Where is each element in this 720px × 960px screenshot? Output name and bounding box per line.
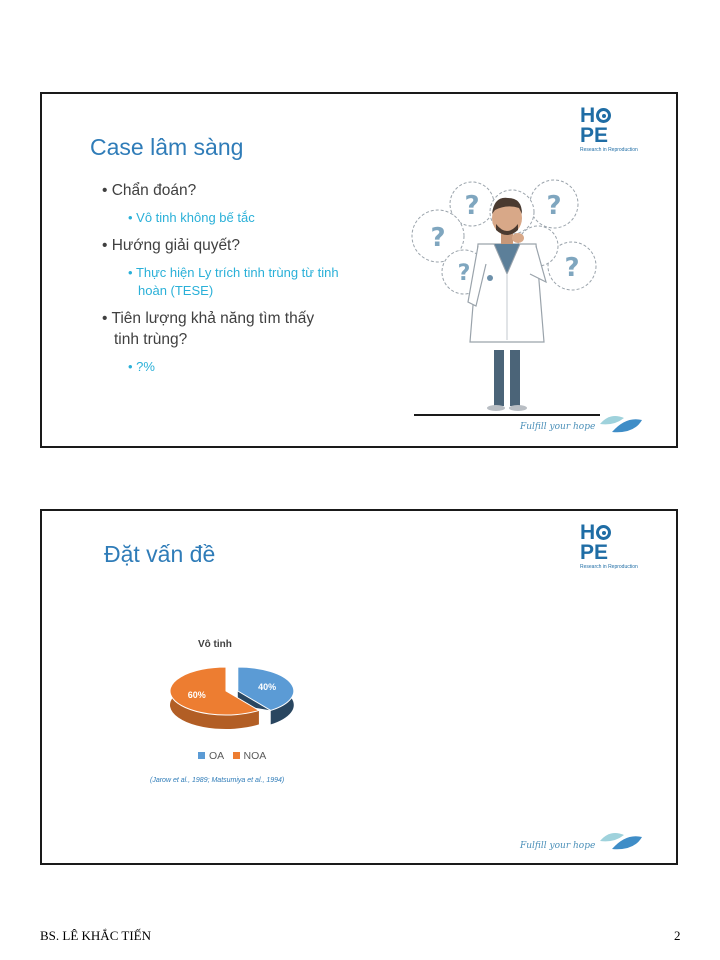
slide-title: Case lâm sàng	[90, 134, 244, 160]
tagline: Fulfill your hope	[520, 422, 596, 432]
citation: (Jarow et al., 1989; Matsumiya et al., 1994)	[150, 777, 285, 784]
slide-title: Đặt vấn đề	[104, 541, 216, 567]
legend-item-oa: OA	[198, 750, 224, 762]
question-mark-icon: ?	[546, 191, 562, 221]
bullet-item: • Hướng giải quyết?	[102, 237, 240, 254]
hope-logo: HPE Research in Reproduction	[580, 104, 638, 153]
slide-case-lam-sang	[40, 92, 678, 448]
footer-divider	[414, 414, 600, 416]
leaf-logo-icon	[598, 412, 644, 436]
slide-dat-van-de	[40, 509, 678, 865]
tagline: Fulfill your hope	[520, 841, 596, 851]
question-mark-icon: ?	[564, 253, 580, 283]
sub-bullet-item: • ?%	[128, 359, 155, 374]
footer-author: BS. LÊ KHẮC TIẾN	[40, 928, 151, 943]
question-mark-icon: ?	[464, 191, 480, 221]
page-number: 2	[674, 928, 681, 943]
bullet-item: • Chẩn đoán?	[102, 182, 197, 199]
question-mark-icon: ?	[430, 223, 446, 253]
chart-title: Vô tinh	[198, 639, 232, 650]
bullet-list	[102, 180, 342, 384]
chart-legend	[198, 750, 266, 762]
thinking-doctor-illustration	[408, 174, 604, 418]
legend-item-noa: NOA	[233, 750, 267, 762]
hope-logo: HPE Research in Reproduction	[580, 521, 638, 570]
pie-data-label-noa: 60%	[187, 690, 206, 701]
leaf-logo-icon	[598, 829, 644, 853]
sub-bullet-item: • Vô tinh không bế tắc	[128, 210, 255, 225]
pie-data-label-oa: 40%	[258, 681, 277, 692]
question-mark-icon: ?	[457, 261, 471, 286]
bullet-item: • Tiên lượng khả năng tìm thấy tinh trùng?	[102, 310, 315, 348]
pie-chart	[160, 657, 310, 747]
sub-bullet-item: • Thực hiện Ly trích tinh trùng từ tinh hoàn (TESE)	[128, 265, 339, 298]
